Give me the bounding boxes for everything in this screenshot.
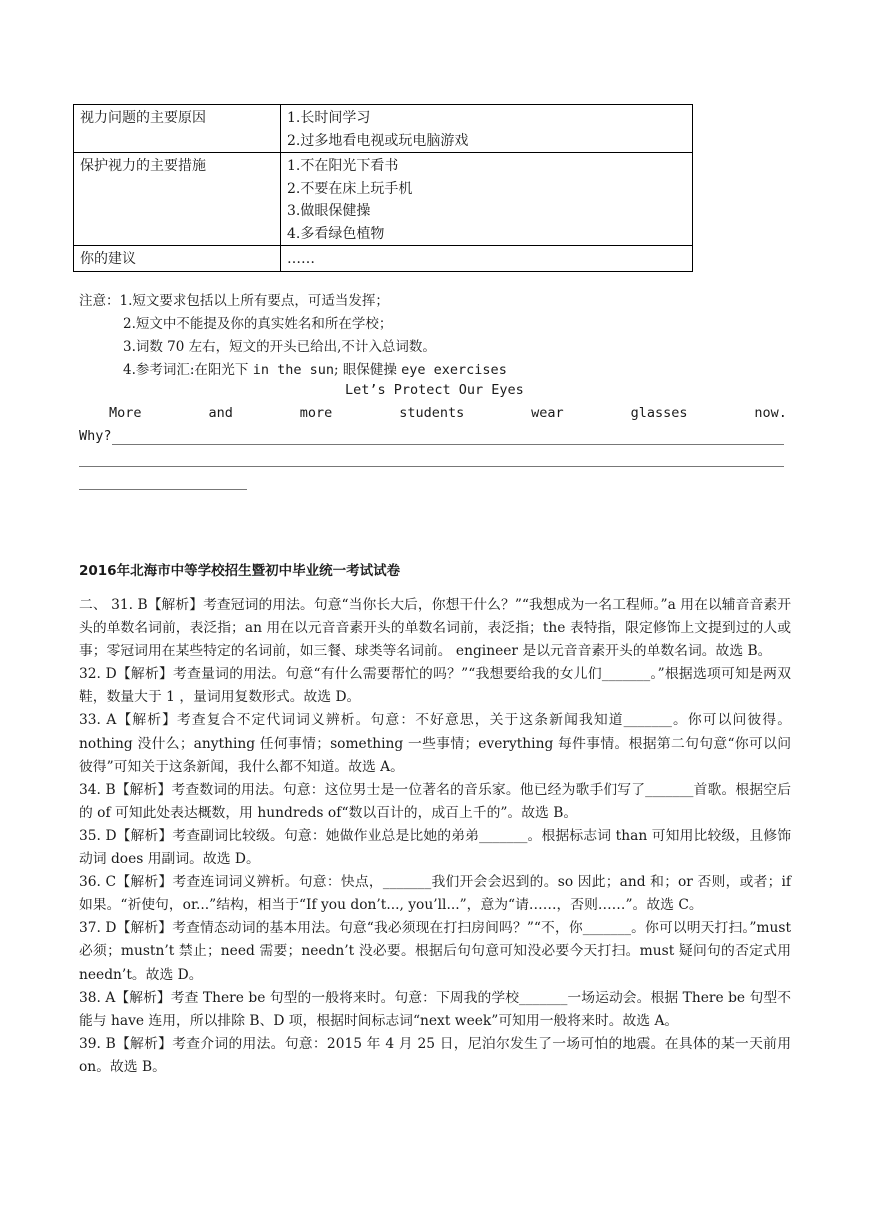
answer-item: 35. D【解析】考查副词比较级。句意：她做作业总是比她的弟弟_______。根据标志词 than 可知用比较级，且修饰动词 does 用副词。故选 D。 — [79, 827, 791, 868]
essay-word: More — [109, 405, 142, 421]
answer-item: 32. D【解析】考查量词的用法。句意“有什么需要帮忙的吗？”“我想要给我的女儿们_______。”根据选项可知是两双鞋，数量大于 1 ，量词用复数形式。故选 D。 — [79, 666, 791, 706]
outline-table — [73, 104, 693, 272]
essay-why: Why? — [79, 428, 112, 444]
essay-opening — [79, 405, 787, 421]
list-item: 3.做眼保健操 — [287, 203, 371, 219]
row-items-cell — [281, 246, 693, 272]
answer-item: 33. A【解析】考查复合不定代词词义辨析。句意：不好意思，关于这条新闻我知道_______。你可以问彼得。nothing 没什么；anything 任何事情；something 一些事情；everything 每件事情。根据第二句句意“你可以问彼得”可知关于这条新闻，我什么都不知道。故选 A。 — [79, 712, 791, 775]
table-row — [74, 105, 693, 153]
note-text: 4.参考词汇:在阳光下 — [123, 362, 253, 378]
row-items-cell — [281, 153, 693, 246]
answer-line — [79, 489, 247, 490]
answer-item: 二、 31. B【解析】考查冠词的用法。句意“当你长大后，你想干什么？”“我想成为一名工程师。”a 用在以辅音音素开头的单数名词前，表泛指；an 用在以元音音素开头的单数名词前，表泛指；the 表特指，限定修饰上文提到过的人或事；零冠词用在某些特定的名词前，如三餐、球类等名词前。 engineer 是以元音音素开头的单数名词。故选 B。 — [79, 597, 791, 660]
answer-line — [79, 466, 784, 467]
row-label-cell: 视力问题的主要原因 — [74, 105, 281, 153]
answer-item: 37. D【解析】考查情态动词的基本用法。句意“我必须现在打扫房间吗？”“不，你_______。你可以明天打扫。”must 必须；mustn’t 禁止；need 需要；needn’t 没必要。根据后句句意可知没必要今天打扫。must 疑问句的否定式用 needn’t。故选 D。 — [79, 920, 791, 983]
table-row — [74, 246, 693, 272]
note-text: ; 眼保健操 — [334, 362, 402, 378]
essay-word: glasses — [630, 405, 688, 421]
essay-word: students — [399, 405, 465, 421]
essay-word: more — [299, 405, 333, 421]
essay-title: Let’s Protect Our Eyes — [345, 382, 524, 398]
writing-notes — [79, 290, 507, 382]
list-item: 1.不在阳光下看书 — [287, 158, 399, 174]
answer-explanations — [79, 594, 791, 1079]
essay-word: wear — [531, 405, 564, 421]
note-line: 2.短文中不能提及你的真实姓名和所在学校； — [123, 316, 393, 332]
list-item: 2.不要在床上玩手机 — [287, 180, 413, 197]
list-item: 4.多看绿色植物 — [287, 225, 385, 242]
vocab-term: eye exercises — [401, 362, 507, 378]
essay-word: now. — [754, 405, 787, 421]
vocab-term: in the sun — [252, 362, 335, 378]
section-title: 2016年北海市中等学校招生暨初中毕业统一考试试卷 — [79, 563, 401, 579]
row-label-cell: 保护视力的主要措施 — [74, 153, 281, 246]
answer-item: 39. B【解析】考查介词的用法。句意：2015 年 4 月 25 日，尼泊尔发生了一场可怕的地震。在具体的某一天前用 on。故选 B。 — [79, 1035, 791, 1075]
row-label-cell: 你的建议 — [74, 246, 281, 272]
answer-item: 34. B【解析】考查数词的用法。句意：这位男士是一位著名的音乐家。他已经为歌手们写了_______首歌。根据空后的 of 可知此处表达概数，用 hundreds of“数以百计的，成百上千的”。故选 B。 — [79, 781, 791, 821]
table-row — [74, 153, 693, 246]
answer-item: 36. C【解析】考查连词词义辨析。句意：快点，_______我们开会会迟到的。so 因此；and 和；or 否则，或者；if 如果。“祈使句，or...”结构，相当于“If you don’t..., you’ll...”，意为“请……，否则……”。故选 C。 — [79, 874, 791, 914]
note-line: 注意：1.短文要求包括以上所有要点，可适当发挥； — [79, 293, 389, 309]
list-item: 1.长时间学习 — [287, 110, 371, 126]
answer-line — [112, 444, 784, 445]
list-item: 2.过多地看电视或玩电脑游戏 — [287, 132, 469, 149]
row-items-cell — [281, 105, 693, 153]
note-line: 3.词数 70 左右，短文的开头已给出,不计入总词数。 — [123, 339, 436, 355]
essay-word: and — [208, 405, 233, 421]
list-item: …… — [287, 251, 315, 267]
answer-item: 38. A【解析】考查 There be 句型的一般将来时。句意：下周我的学校_______一场运动会。根据 There be 句型不能与 have 连用，所以排除 B、D 项，根据时间标志词“next week”可知用一般将来时。故选 A。 — [79, 989, 791, 1029]
note-line — [79, 359, 507, 382]
